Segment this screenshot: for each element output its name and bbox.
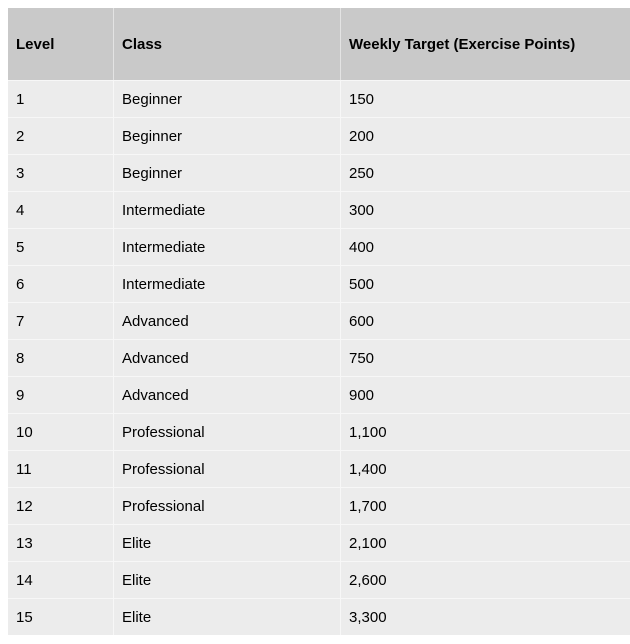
table-row — [8, 265, 630, 302]
table-row — [8, 339, 630, 376]
levels-table-container — [8, 8, 630, 635]
class-cell: Elite — [114, 524, 341, 561]
weekly-target-cell: 2,600 — [341, 561, 630, 598]
table-row — [8, 413, 630, 450]
level-cell: 8 — [8, 339, 114, 376]
weekly-target-cell: 1,400 — [341, 450, 630, 487]
class-cell: Elite — [114, 598, 341, 635]
table-row — [8, 80, 630, 117]
weekly-target-cell: 1,100 — [341, 413, 630, 450]
level-cell: 14 — [8, 561, 114, 598]
level-cell: 4 — [8, 191, 114, 228]
weekly-target-cell: 900 — [341, 376, 630, 413]
class-cell: Intermediate — [114, 191, 341, 228]
level-cell: 5 — [8, 228, 114, 265]
weekly-target-cell: 2,100 — [341, 524, 630, 561]
table-row — [8, 487, 630, 524]
level-cell: 15 — [8, 598, 114, 635]
table-row — [8, 117, 630, 154]
class-cell: Beginner — [114, 80, 341, 117]
class-cell: Advanced — [114, 339, 341, 376]
weekly-target-cell: 300 — [341, 191, 630, 228]
table-row — [8, 598, 630, 635]
weekly-target-cell: 600 — [341, 302, 630, 339]
level-cell: 12 — [8, 487, 114, 524]
level-cell: 7 — [8, 302, 114, 339]
table-row — [8, 154, 630, 191]
weekly-target-cell: 500 — [341, 265, 630, 302]
weekly-target-cell: 3,300 — [341, 598, 630, 635]
class-cell: Advanced — [114, 376, 341, 413]
level-cell: 11 — [8, 450, 114, 487]
class-cell: Beginner — [114, 154, 341, 191]
levels-table — [8, 8, 630, 635]
level-cell: 2 — [8, 117, 114, 154]
weekly-target-cell: 200 — [341, 117, 630, 154]
weekly-target-cell: 750 — [341, 339, 630, 376]
level-cell: 6 — [8, 265, 114, 302]
class-cell: Intermediate — [114, 265, 341, 302]
level-cell: 13 — [8, 524, 114, 561]
table-row — [8, 376, 630, 413]
header-row — [8, 8, 630, 80]
table-row — [8, 561, 630, 598]
header-class: Class — [114, 8, 341, 80]
weekly-target-cell: 250 — [341, 154, 630, 191]
weekly-target-cell: 400 — [341, 228, 630, 265]
class-cell: Professional — [114, 487, 341, 524]
level-cell: 1 — [8, 80, 114, 117]
table-row — [8, 191, 630, 228]
level-cell: 10 — [8, 413, 114, 450]
level-cell: 9 — [8, 376, 114, 413]
class-cell: Advanced — [114, 302, 341, 339]
header-weekly-target: Weekly Target (Exercise Points) — [341, 8, 630, 80]
class-cell: Professional — [114, 450, 341, 487]
class-cell: Elite — [114, 561, 341, 598]
class-cell: Intermediate — [114, 228, 341, 265]
table-row — [8, 524, 630, 561]
class-cell: Professional — [114, 413, 341, 450]
class-cell: Beginner — [114, 117, 341, 154]
weekly-target-cell: 150 — [341, 80, 630, 117]
table-row — [8, 228, 630, 265]
weekly-target-cell: 1,700 — [341, 487, 630, 524]
table-header — [8, 8, 630, 80]
level-cell: 3 — [8, 154, 114, 191]
table-row — [8, 450, 630, 487]
header-level: Level — [8, 8, 114, 80]
table-body — [8, 80, 630, 635]
table-row — [8, 302, 630, 339]
